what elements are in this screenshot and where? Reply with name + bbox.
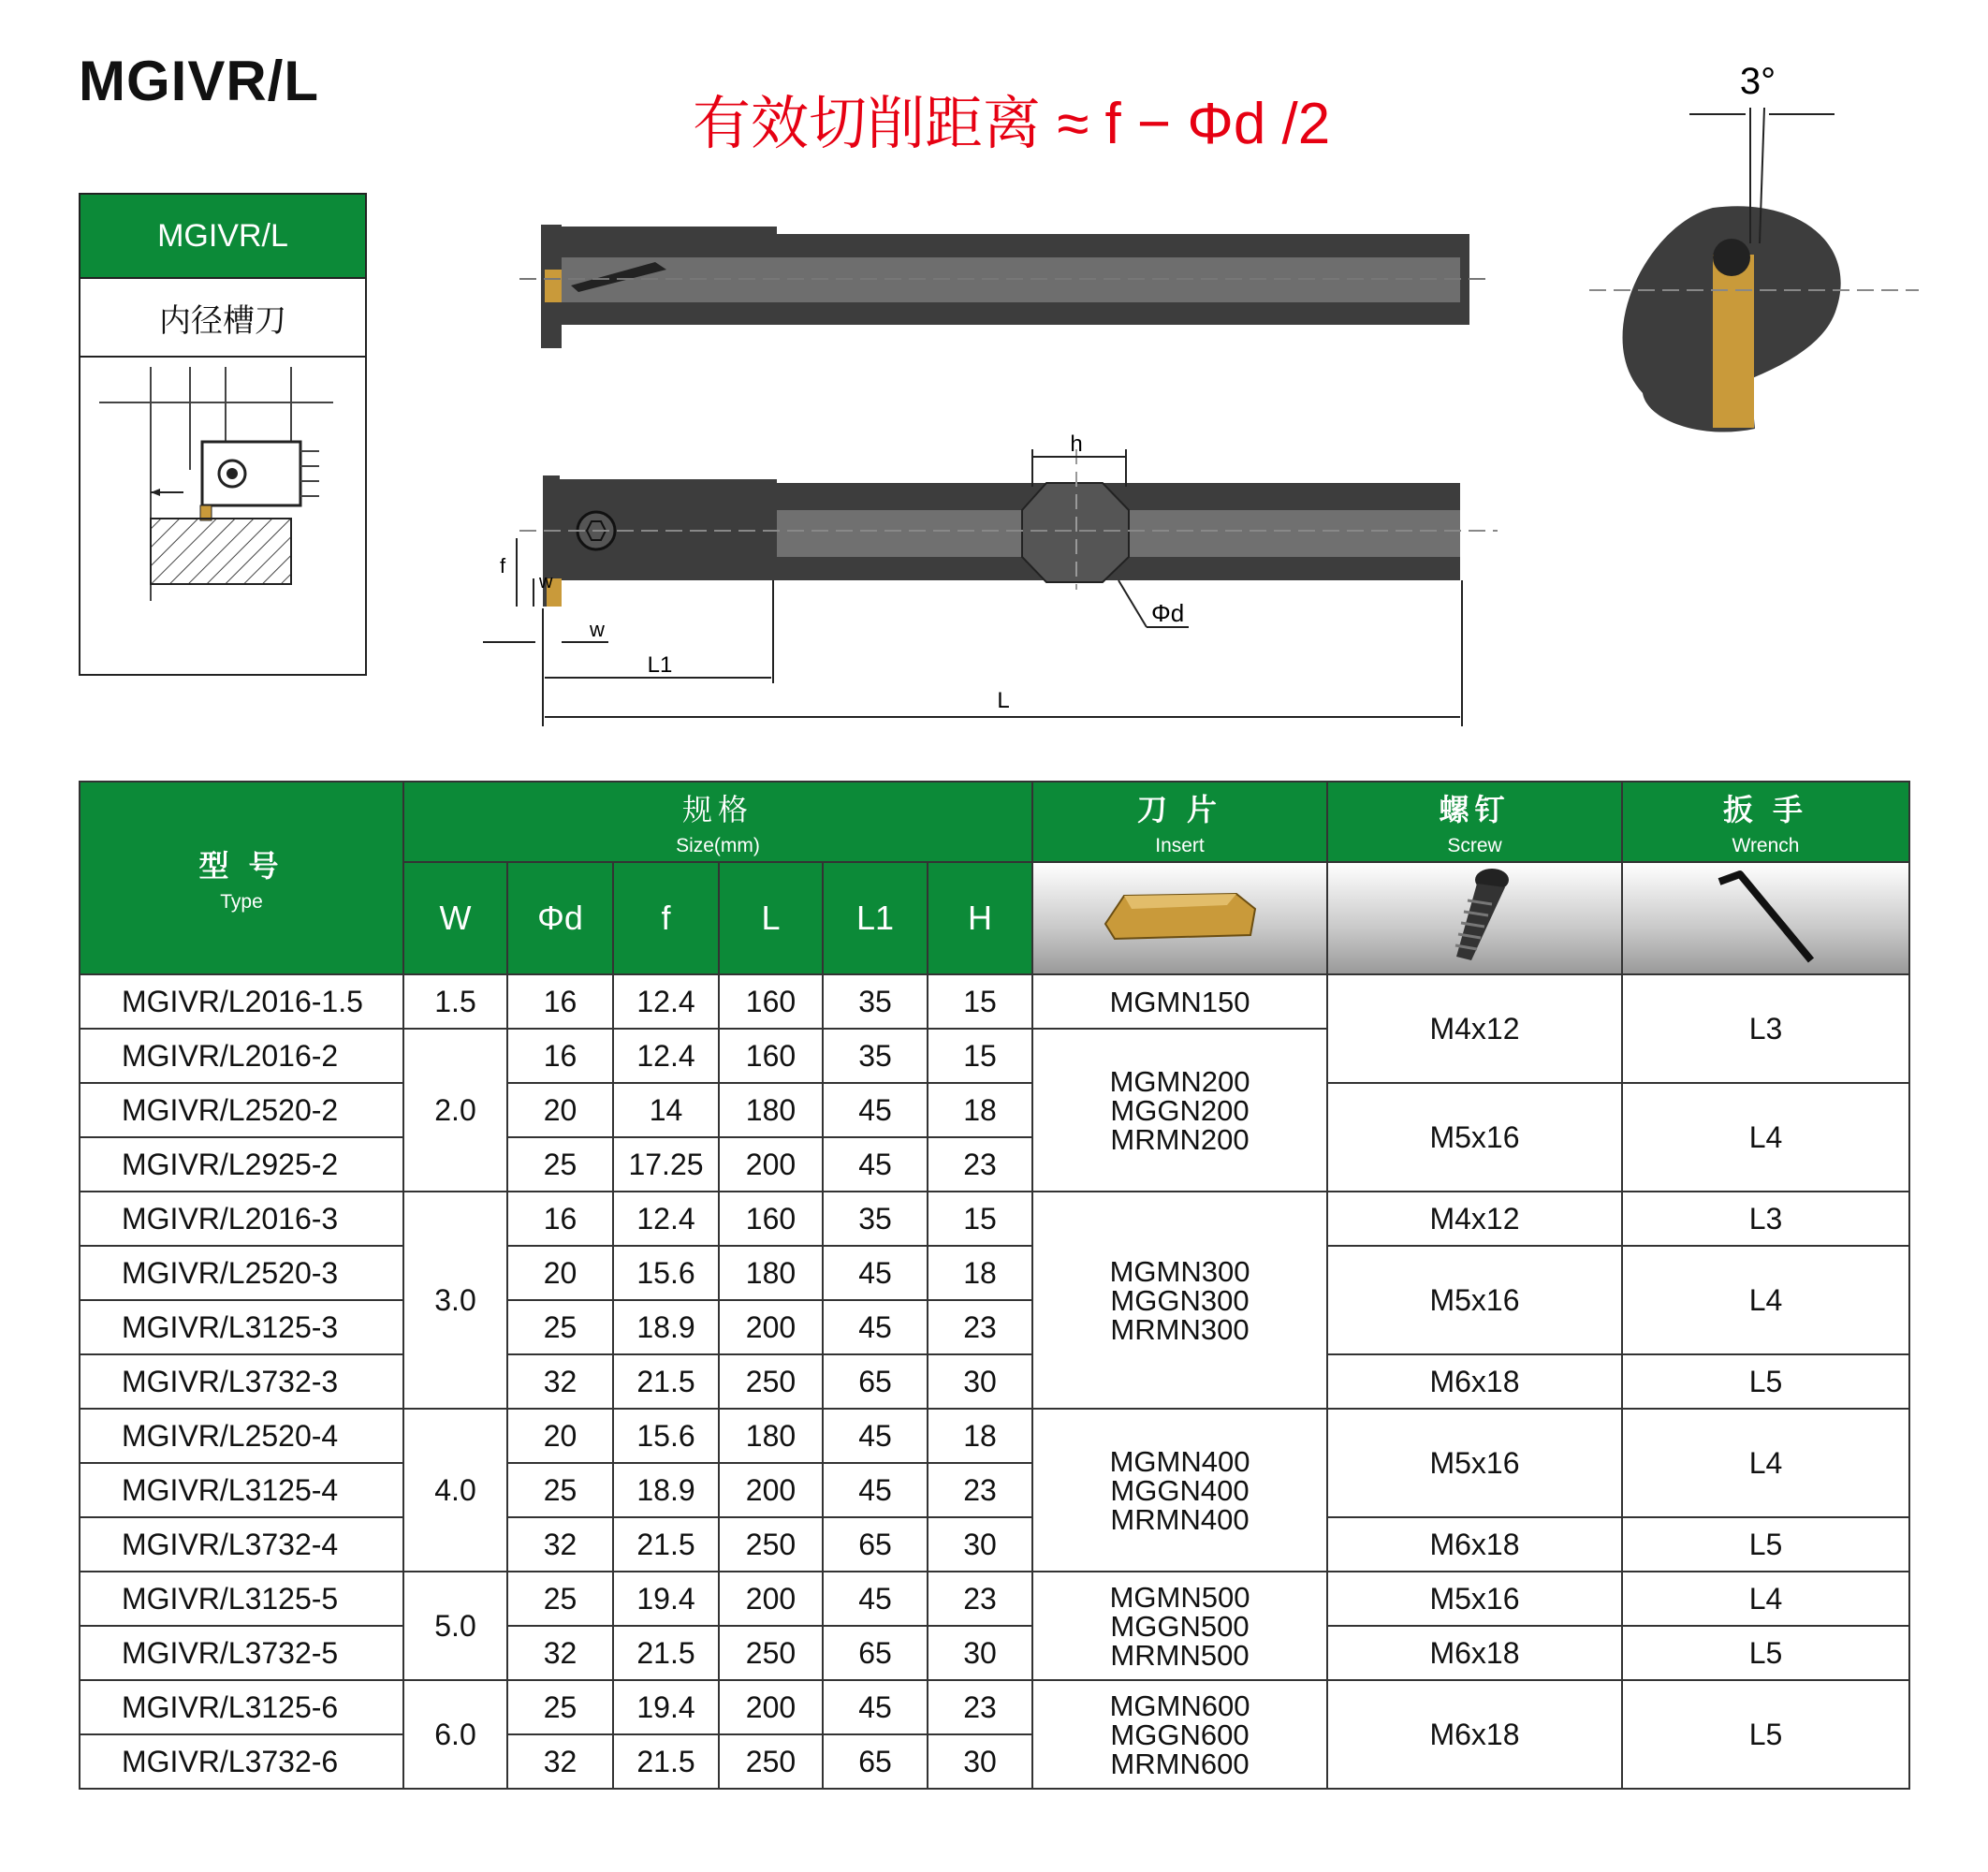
w-cell: 1.5	[403, 974, 507, 1029]
H-cell: 23	[928, 1137, 1032, 1192]
d-cell: 32	[507, 1626, 613, 1680]
L1-cell: 35	[823, 1192, 928, 1246]
wrench-cell: L4	[1622, 1083, 1909, 1192]
wrench-cell: L5	[1622, 1626, 1909, 1680]
d-cell: 16	[507, 974, 613, 1029]
insert-icon	[1087, 877, 1274, 952]
w-cell: 4.0	[403, 1409, 507, 1572]
L1-cell: 45	[823, 1137, 928, 1192]
screw-cell: M6x18	[1327, 1517, 1622, 1572]
dim-f-label: f	[500, 554, 506, 578]
H-cell: 18	[928, 1409, 1032, 1463]
L1-cell: 45	[823, 1680, 928, 1734]
d-cell: 25	[507, 1137, 613, 1192]
screw-cell: M5x16	[1327, 1246, 1622, 1354]
f-cell: 19.4	[613, 1572, 719, 1626]
dim-L1-label: L1	[647, 652, 673, 678]
L1-cell: 65	[823, 1354, 928, 1409]
screw-cell: M5x16	[1327, 1409, 1622, 1517]
insert-image	[1032, 862, 1327, 974]
d-cell: 20	[507, 1083, 613, 1137]
L-cell: 180	[719, 1083, 823, 1137]
screw-icon	[1419, 863, 1531, 966]
d-cell: 25	[507, 1463, 613, 1517]
page-title: MGIVR/L	[79, 50, 319, 112]
dim-w-label: w	[590, 618, 605, 641]
L1-cell: 65	[823, 1626, 928, 1680]
table-row-type: MGIVR/L3125-5	[80, 1572, 403, 1626]
f-cell: 21.5	[613, 1517, 719, 1572]
table-row-type: MGIVR/L3125-4	[80, 1463, 403, 1517]
wrench-cell: L3	[1622, 974, 1909, 1083]
d-cell: 20	[507, 1409, 613, 1463]
L-cell: 250	[719, 1517, 823, 1572]
table-row-type: MGIVR/L2520-2	[80, 1083, 403, 1137]
d-cell: 20	[507, 1246, 613, 1300]
L-cell: 180	[719, 1409, 823, 1463]
L1-cell: 45	[823, 1246, 928, 1300]
angle-label: 3°	[1739, 61, 1776, 102]
insert-cell: MGMN150	[1032, 974, 1327, 1029]
table-row-type: MGIVR/L2925-2	[80, 1137, 403, 1192]
L-cell: 250	[719, 1734, 823, 1789]
insert-header: 刀 片 Insert	[1032, 782, 1327, 862]
wrench-cell: L4	[1622, 1572, 1909, 1626]
table-row-type: MGIVR/L3732-6	[80, 1734, 403, 1789]
wrench-header: 扳 手 Wrench	[1622, 782, 1909, 862]
col-L-header: L	[719, 862, 823, 974]
table-row-type: MGIVR/L3125-3	[80, 1300, 403, 1354]
product-card	[79, 193, 367, 676]
L1-cell: 45	[823, 1083, 928, 1137]
screw-header: 螺钉 Screw	[1327, 782, 1622, 862]
H-cell: 30	[928, 1517, 1032, 1572]
f-cell: 18.9	[613, 1463, 719, 1517]
H-cell: 18	[928, 1083, 1032, 1137]
tool-side-view	[483, 431, 1498, 726]
col-w-header: W	[403, 862, 507, 974]
table-row-type: MGIVR/L3125-6	[80, 1680, 403, 1734]
L1-cell: 45	[823, 1463, 928, 1517]
col-d-header: Φd	[507, 862, 613, 974]
L-cell: 200	[719, 1572, 823, 1626]
H-cell: 23	[928, 1572, 1032, 1626]
wrench-cell: L5	[1622, 1680, 1909, 1789]
L1-cell: 35	[823, 1029, 928, 1083]
table-row-type: MGIVR/L2016-2	[80, 1029, 403, 1083]
f-cell: 12.4	[613, 974, 719, 1029]
w-cell: 5.0	[403, 1572, 507, 1680]
screw-cell: M5x16	[1327, 1083, 1622, 1192]
table-row-type: MGIVR/L3732-4	[80, 1517, 403, 1572]
wrench-icon	[1701, 863, 1832, 966]
L-cell: 200	[719, 1463, 823, 1517]
w-cell: 2.0	[403, 1029, 507, 1192]
table-row-type: MGIVR/L2016-3	[80, 1192, 403, 1246]
d-cell: 32	[507, 1734, 613, 1789]
L-cell: 160	[719, 974, 823, 1029]
L-cell: 200	[719, 1137, 823, 1192]
table-row-type: MGIVR/L3732-3	[80, 1354, 403, 1409]
insert-cell: MGMN200 MGGN200 MRMN200	[1032, 1029, 1327, 1192]
wrench-cell: L4	[1622, 1409, 1909, 1517]
col-L1-header: L1	[823, 862, 928, 974]
f-cell: 15.6	[613, 1409, 719, 1463]
wrench-cell: L4	[1622, 1246, 1909, 1354]
d-cell: 25	[507, 1300, 613, 1354]
dim-d-label: Φd	[1151, 599, 1185, 627]
L1-cell: 35	[823, 974, 928, 1029]
card-description: 内径槽刀	[80, 279, 365, 358]
f-cell: 17.25	[613, 1137, 719, 1192]
L1-cell: 45	[823, 1572, 928, 1626]
d-cell: 25	[507, 1572, 613, 1626]
L-cell: 200	[719, 1680, 823, 1734]
d-cell: 25	[507, 1680, 613, 1734]
f-cell: 21.5	[613, 1354, 719, 1409]
screw-cell: M6x18	[1327, 1354, 1622, 1409]
spec-table	[79, 781, 1910, 1790]
L-cell: 160	[719, 1192, 823, 1246]
H-cell: 18	[928, 1246, 1032, 1300]
L1-cell: 45	[823, 1409, 928, 1463]
d-cell: 16	[507, 1192, 613, 1246]
L1-cell: 65	[823, 1517, 928, 1572]
f-cell: 21.5	[613, 1734, 719, 1789]
table-row-type: MGIVR/L2520-4	[80, 1409, 403, 1463]
cutting-distance-formula: 有效切削距离 ≈ f − Φd /2	[693, 92, 1331, 156]
f-cell: 21.5	[613, 1626, 719, 1680]
d-cell: 32	[507, 1517, 613, 1572]
H-cell: 30	[928, 1734, 1032, 1789]
H-cell: 15	[928, 1192, 1032, 1246]
L1-cell: 45	[823, 1300, 928, 1354]
dim-L-label: L	[997, 688, 1010, 713]
L-cell: 180	[719, 1246, 823, 1300]
dim-w-vert-label: w	[539, 572, 553, 592]
f-cell: 12.4	[613, 1029, 719, 1083]
H-cell: 15	[928, 974, 1032, 1029]
table-row-type: MGIVR/L2016-1.5	[80, 974, 403, 1029]
wrench-cell: L5	[1622, 1517, 1909, 1572]
insert-cell: MGMN300 MGGN300 MRMN300	[1032, 1192, 1327, 1409]
insert-cell: MGMN500 MGGN500 MRMN500	[1032, 1572, 1327, 1680]
H-cell: 23	[928, 1680, 1032, 1734]
wrench-cell: L5	[1622, 1354, 1909, 1409]
H-cell: 30	[928, 1626, 1032, 1680]
L-cell: 160	[719, 1029, 823, 1083]
wrench-image	[1622, 862, 1909, 974]
card-code: MGIVR/L	[80, 195, 365, 279]
screw-cell: M6x18	[1327, 1626, 1622, 1680]
table-row-type: MGIVR/L3732-5	[80, 1626, 403, 1680]
H-cell: 23	[928, 1300, 1032, 1354]
f-cell: 12.4	[613, 1192, 719, 1246]
screw-cell: M4x12	[1327, 974, 1622, 1083]
col-f-header: f	[613, 862, 719, 974]
H-cell: 23	[928, 1463, 1032, 1517]
f-cell: 18.9	[613, 1300, 719, 1354]
tool-top-view	[519, 225, 1488, 348]
f-cell: 19.4	[613, 1680, 719, 1734]
insert-cell: MGMN600 MGGN600 MRMN600	[1032, 1680, 1327, 1789]
d-cell: 32	[507, 1354, 613, 1409]
f-cell: 14	[613, 1083, 719, 1137]
H-cell: 15	[928, 1029, 1032, 1083]
screw-cell: M6x18	[1327, 1680, 1622, 1789]
insert-cell: MGMN400 MGGN400 MRMN400	[1032, 1409, 1327, 1572]
usage-diagram	[80, 358, 365, 676]
H-cell: 30	[928, 1354, 1032, 1409]
f-cell: 15.6	[613, 1246, 719, 1300]
w-cell: 6.0	[403, 1680, 507, 1789]
L1-cell: 65	[823, 1734, 928, 1789]
tool-end-view	[1589, 61, 1919, 432]
L-cell: 200	[719, 1300, 823, 1354]
L-cell: 250	[719, 1354, 823, 1409]
screw-cell: M4x12	[1327, 1192, 1622, 1246]
screw-image	[1327, 862, 1622, 974]
table-row-type: MGIVR/L2520-3	[80, 1246, 403, 1300]
dim-h-label: h	[1070, 431, 1083, 457]
wrench-cell: L3	[1622, 1192, 1909, 1246]
type-header: 型 号 Type	[80, 782, 403, 974]
size-header: 规格 Size(mm)	[403, 782, 1032, 862]
w-cell: 3.0	[403, 1192, 507, 1409]
screw-cell: M5x16	[1327, 1572, 1622, 1626]
col-H-header: H	[928, 862, 1032, 974]
L-cell: 250	[719, 1626, 823, 1680]
d-cell: 16	[507, 1029, 613, 1083]
